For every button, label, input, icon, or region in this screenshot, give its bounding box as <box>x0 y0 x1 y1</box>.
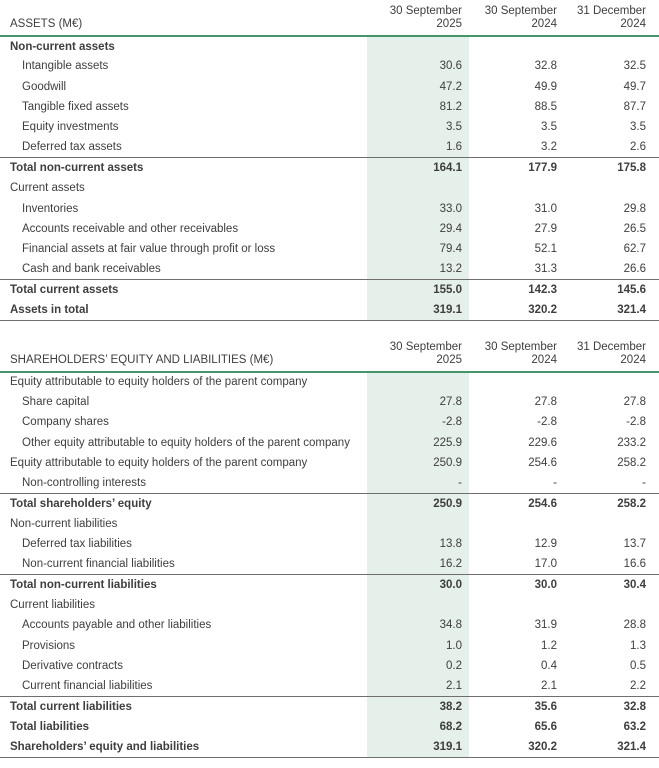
value-30-september-2024 <box>469 178 564 198</box>
row-label: Deferred tax assets <box>22 141 122 154</box>
col-header-30-september-2025 <box>367 2 469 36</box>
value-30-september-2025: 38.2 <box>367 696 469 716</box>
col-header-line1: 31 December <box>576 340 646 353</box>
row-label: Cash and bank receivables <box>22 263 161 276</box>
value-30-september-2025: 16.2 <box>367 554 469 574</box>
value-30-september-2025: 1.0 <box>367 636 469 656</box>
value-30-september-2024: 229.6 <box>528 436 557 449</box>
table-row <box>0 575 659 595</box>
table-row <box>0 239 659 259</box>
header-row <box>0 2 659 36</box>
row-label: Non-current financial liabilities <box>22 558 175 571</box>
col-header-line1: 30 September <box>484 5 557 17</box>
value-31-december-2024: -2.8 <box>626 416 646 429</box>
table-row <box>0 372 659 392</box>
row-label: Shareholders’ equity and liabilities <box>0 737 367 757</box>
value-30-september-2024: 177.9 <box>469 158 564 178</box>
value-30-september-2025: 250.9 <box>367 493 469 513</box>
assets-table <box>0 2 659 321</box>
value-30-september-2024: 88.5 <box>534 101 557 114</box>
col-header-31-december-2024 <box>564 338 659 372</box>
value-30-september-2024: 1.2 <box>541 639 557 652</box>
row-label: Equity attributable to equity holders of the parent company <box>10 376 308 389</box>
equity-liabilities-table <box>0 338 659 758</box>
col-header-line2: 2024 <box>531 353 557 366</box>
value-31-december-2024: 175.8 <box>564 158 659 178</box>
table-row <box>0 636 659 656</box>
value-31-december-2024: 32.5 <box>623 60 646 73</box>
row-label: Equity investments <box>22 121 119 134</box>
table-row <box>0 158 659 178</box>
row-label: Inventories <box>22 202 79 215</box>
row-label: Current financial liabilities <box>22 680 153 692</box>
col-header-31-december-2024 <box>564 2 659 36</box>
value-30-september-2024 <box>469 595 564 615</box>
col-header-line1: 30 September <box>389 5 462 17</box>
row-label: Provisions <box>22 639 76 652</box>
row-label: Total current assets <box>0 280 367 300</box>
table-row <box>0 737 659 757</box>
value-30-september-2025: 13.2 <box>367 259 469 279</box>
value-31-december-2024 <box>564 178 659 198</box>
value-30-september-2025 <box>367 372 469 392</box>
equity-liabilities-table-header <box>0 338 659 372</box>
value-31-december-2024: 2.2 <box>630 680 646 692</box>
table-row <box>0 412 659 432</box>
value-31-december-2024: 63.2 <box>623 720 646 733</box>
value-31-december-2024: 13.7 <box>623 538 646 551</box>
value-31-december-2024: 26.6 <box>623 263 646 276</box>
table-row <box>0 696 659 716</box>
value-31-december-2024: 258.2 <box>617 456 646 469</box>
value-30-september-2025: 319.1 <box>367 737 469 757</box>
value-31-december-2024: 29.8 <box>623 202 646 215</box>
value-30-september-2024 <box>469 36 564 56</box>
col-header-line2: 2025 <box>436 18 462 30</box>
value-31-december-2024: 0.5 <box>630 659 646 672</box>
assets-table-header <box>0 2 659 36</box>
table-row <box>0 259 659 279</box>
value-30-september-2024: 31.3 <box>534 263 557 276</box>
table-row <box>0 676 659 696</box>
row-label: Company shares <box>22 416 109 429</box>
assets-table-body <box>0 36 659 320</box>
value-30-september-2025: 68.2 <box>367 717 469 737</box>
value-30-september-2024: 27.9 <box>534 222 557 235</box>
col-header-30-september-2024 <box>469 2 564 36</box>
value-30-september-2025: 30.0 <box>367 575 469 595</box>
value-30-september-2025: 1.6 <box>367 137 469 157</box>
value-30-september-2025: 155.0 <box>367 280 469 300</box>
value-31-december-2024: 28.8 <box>623 619 646 632</box>
table-row <box>0 534 659 554</box>
value-30-september-2024: 3.2 <box>541 141 557 154</box>
value-30-september-2024: 49.9 <box>534 80 557 93</box>
value-30-september-2025: 250.9 <box>367 453 469 473</box>
value-31-december-2024: 27.8 <box>623 396 646 409</box>
value-30-september-2024: 3.5 <box>541 121 557 134</box>
row-label: Financial assets at fair value through profit or loss <box>22 243 276 256</box>
row-label: Total current liabilities <box>0 696 367 716</box>
table-row <box>0 77 659 97</box>
col-header-line2: 2024 <box>620 18 646 30</box>
value-30-september-2025: 164.1 <box>367 158 469 178</box>
value-30-september-2025: 13.8 <box>367 534 469 554</box>
value-31-december-2024: 233.2 <box>617 436 646 449</box>
value-30-september-2024: 27.8 <box>534 396 557 409</box>
table-row <box>0 473 659 493</box>
value-31-december-2024: - <box>642 477 646 490</box>
row-label: Total shareholders’ equity <box>0 493 367 513</box>
value-31-december-2024: 16.6 <box>623 558 646 571</box>
value-30-september-2024: 320.2 <box>469 737 564 757</box>
value-30-september-2024: 0.4 <box>541 659 557 672</box>
col-header-line1: 31 December <box>576 5 646 17</box>
value-31-december-2024: 62.7 <box>623 243 646 256</box>
value-31-december-2024: 2.6 <box>630 141 646 154</box>
row-label: Accounts payable and other liabilities <box>22 619 212 632</box>
table-row <box>0 56 659 76</box>
table-row <box>0 198 659 218</box>
value-30-september-2024: 142.3 <box>469 280 564 300</box>
table-row <box>0 453 659 473</box>
row-label: Other equity attributable to equity holders of the parent company <box>22 436 350 449</box>
col-header-line2: 2024 <box>531 18 557 30</box>
assets-table-title: ASSETS (M€) <box>0 2 367 36</box>
table-row <box>0 280 659 300</box>
row-label: Total non-current assets <box>0 158 367 178</box>
value-30-september-2024: 31.0 <box>534 202 557 215</box>
value-30-september-2025 <box>367 178 469 198</box>
row-label: Non-current liabilities <box>10 517 118 530</box>
value-30-september-2024: 35.6 <box>469 696 564 716</box>
row-label: Accounts receivable and other receivables <box>22 222 239 235</box>
row-label: Goodwill <box>22 80 67 93</box>
value-30-september-2025: 27.8 <box>367 392 469 412</box>
value-30-september-2025 <box>367 514 469 534</box>
table-row <box>0 219 659 239</box>
row-label: Current liabilities <box>10 599 96 612</box>
value-31-december-2024: 3.5 <box>630 121 646 134</box>
value-30-september-2024: 254.6 <box>469 493 564 513</box>
row-label: Total non-current liabilities <box>0 575 367 595</box>
table-row <box>0 656 659 676</box>
table-row <box>0 300 659 320</box>
row-label: Non-controlling interests <box>22 477 147 490</box>
row-label: Non-current assets <box>10 40 115 53</box>
value-31-december-2024: 30.4 <box>564 575 659 595</box>
value-30-september-2025: 34.8 <box>367 615 469 635</box>
col-header-30-september-2024 <box>469 338 564 372</box>
value-31-december-2024: 145.6 <box>564 280 659 300</box>
value-31-december-2024: 321.4 <box>564 300 659 320</box>
table-row <box>0 554 659 574</box>
value-30-september-2024: 31.9 <box>534 619 557 632</box>
value-30-september-2025: 2.1 <box>367 676 469 696</box>
value-30-september-2025: 33.0 <box>367 198 469 218</box>
value-31-december-2024 <box>564 595 659 615</box>
equity-liabilities-table-body <box>0 372 659 758</box>
value-30-september-2024: 17.0 <box>534 558 557 571</box>
value-30-september-2025: 319.1 <box>367 300 469 320</box>
value-30-september-2025 <box>367 595 469 615</box>
value-30-september-2024: 65.6 <box>534 720 557 733</box>
value-31-december-2024 <box>564 36 659 56</box>
value-30-september-2024 <box>469 514 564 534</box>
row-label: Total liabilities <box>10 720 90 733</box>
table-row <box>0 514 659 534</box>
value-30-september-2024: 32.8 <box>534 60 557 73</box>
value-30-september-2024: 320.2 <box>469 300 564 320</box>
value-31-december-2024: 87.7 <box>623 101 646 114</box>
table-row <box>0 137 659 157</box>
value-31-december-2024: 26.5 <box>623 222 646 235</box>
value-30-september-2025 <box>367 36 469 56</box>
value-31-december-2024: 321.4 <box>564 737 659 757</box>
value-31-december-2024: 49.7 <box>623 80 646 93</box>
header-row <box>0 338 659 372</box>
table-row <box>0 595 659 615</box>
table-row <box>0 615 659 635</box>
row-label: Derivative contracts <box>22 659 123 672</box>
table-row <box>0 433 659 453</box>
value-30-september-2025: - <box>367 473 469 493</box>
value-30-september-2024: 30.0 <box>469 575 564 595</box>
value-30-september-2024: 52.1 <box>534 243 557 256</box>
value-31-december-2024: 32.8 <box>564 696 659 716</box>
value-30-september-2024: 2.1 <box>541 680 557 692</box>
value-31-december-2024: 1.3 <box>630 639 646 652</box>
table-row <box>0 178 659 198</box>
value-31-december-2024: 258.2 <box>564 493 659 513</box>
table-row <box>0 717 659 737</box>
value-30-september-2025: -2.8 <box>367 412 469 432</box>
row-label: Assets in total <box>0 300 367 320</box>
value-30-september-2025: 225.9 <box>367 433 469 453</box>
value-31-december-2024 <box>564 514 659 534</box>
value-30-september-2024: 12.9 <box>534 538 557 551</box>
col-header-line2: 2024 <box>620 353 646 366</box>
value-30-september-2025: 29.4 <box>367 219 469 239</box>
table-row <box>0 493 659 513</box>
table-row <box>0 117 659 137</box>
col-header-30-september-2025 <box>367 338 469 372</box>
value-30-september-2025: 47.2 <box>367 77 469 97</box>
row-label: Intangible assets <box>22 60 109 73</box>
equity-liabilities-table-title: SHAREHOLDERS’ EQUITY AND LIABILITIES (M€) <box>0 338 367 372</box>
value-30-september-2024: 254.6 <box>528 456 557 469</box>
row-label: Deferred tax liabilities <box>22 538 132 551</box>
value-30-september-2025: 0.2 <box>367 656 469 676</box>
value-30-september-2024 <box>469 372 564 392</box>
col-header-line1: 30 September <box>484 340 557 353</box>
table-row <box>0 97 659 117</box>
value-30-september-2024: - <box>553 477 557 490</box>
table-row <box>0 392 659 412</box>
value-30-september-2025: 79.4 <box>367 239 469 259</box>
value-30-september-2025: 81.2 <box>367 97 469 117</box>
row-label: Current assets <box>10 182 85 195</box>
row-label: Tangible fixed assets <box>22 101 129 114</box>
row-label: Equity attributable to equity holders of the parent company <box>10 456 308 469</box>
value-31-december-2024 <box>564 372 659 392</box>
value-30-september-2024: -2.8 <box>537 416 557 429</box>
col-header-line2: 2025 <box>436 353 462 366</box>
value-30-september-2025: 30.6 <box>367 56 469 76</box>
row-label: Share capital <box>22 396 90 409</box>
col-header-line1: 30 September <box>389 340 462 353</box>
value-30-september-2025: 3.5 <box>367 117 469 137</box>
table-row <box>0 36 659 56</box>
